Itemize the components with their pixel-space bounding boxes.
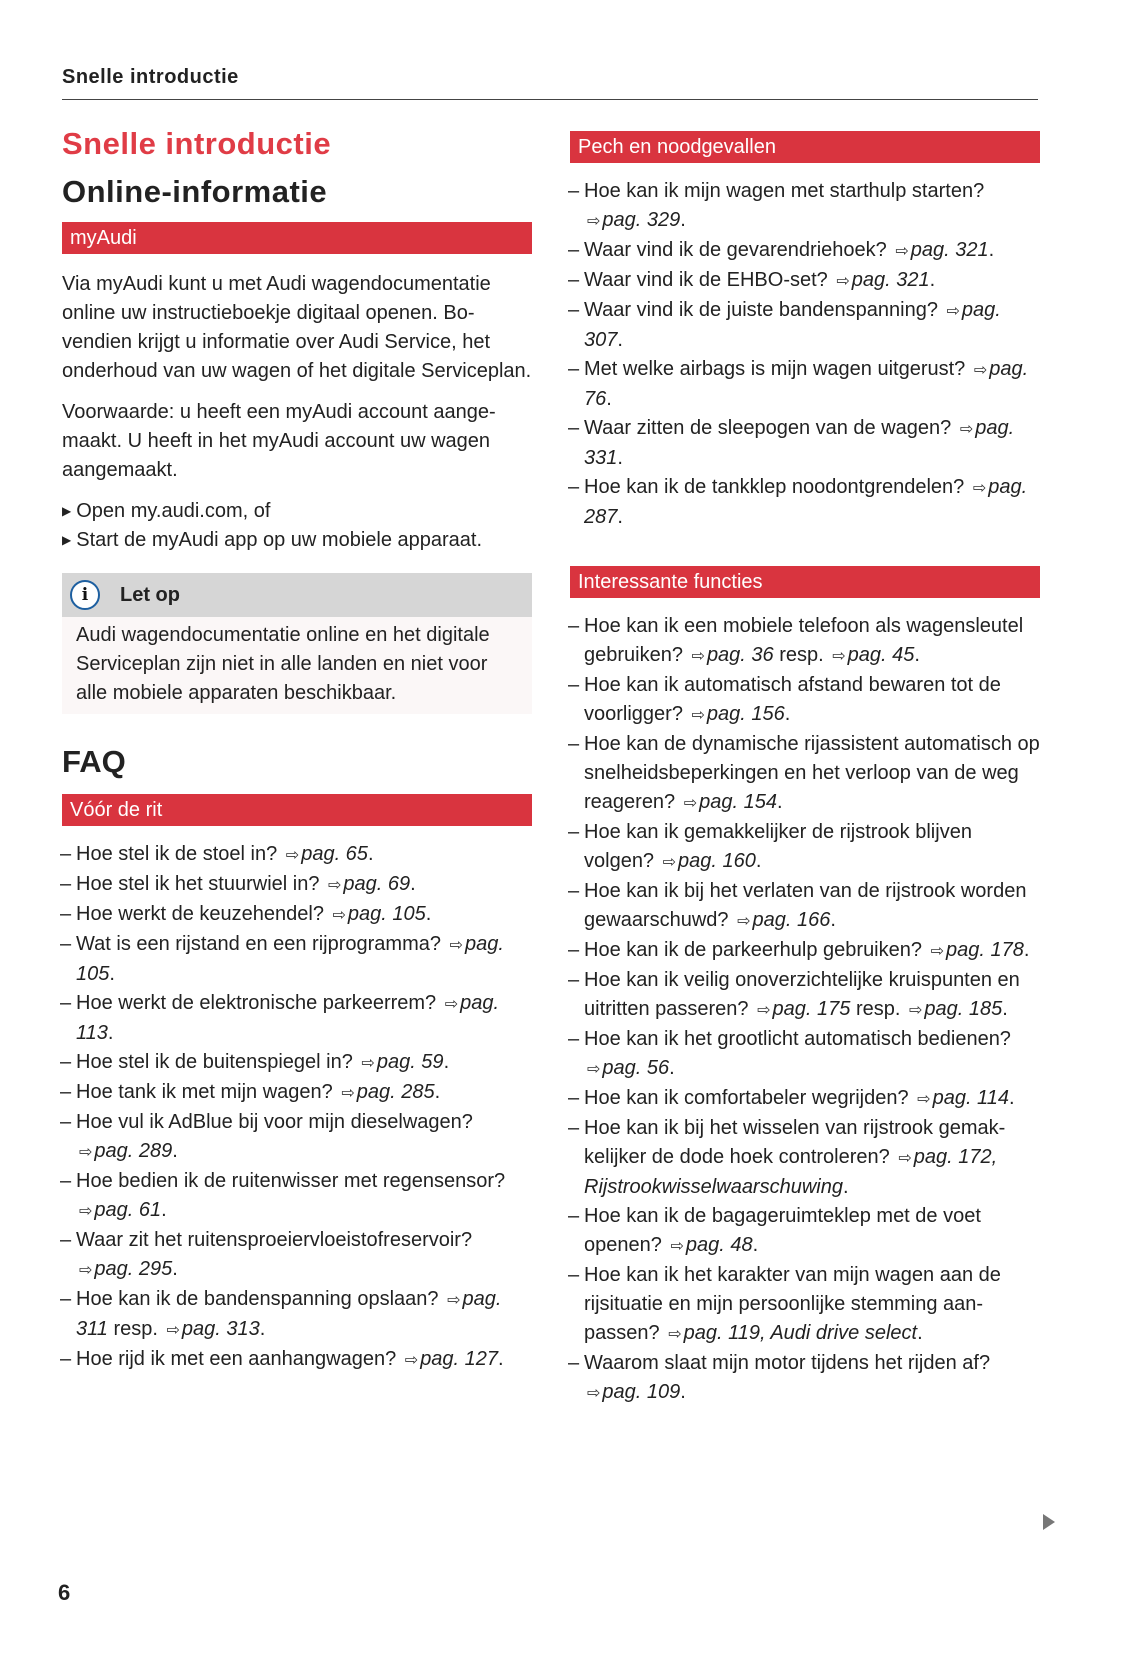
faq-item: – Waar zit het ruitensproeiervloeistofreservoir? ⇨ pag. 295. xyxy=(62,1226,532,1285)
page-reference-link[interactable]: pag. 113 xyxy=(76,992,500,1044)
question-text: Waar zit het ruitensproeiervloeistofreservoir? xyxy=(76,1229,473,1251)
comma: , xyxy=(991,1146,998,1168)
question-text: Hoe kan ik veilig onoverzichtelijke kruispunten en uitritten passeren? xyxy=(584,969,1020,1020)
question-text: Hoe kan ik een mobiele telefoon als wagensleutel gebruiken? xyxy=(584,615,1024,666)
step-text: Open my.audi.com, of xyxy=(76,500,271,522)
dash: – xyxy=(568,180,580,202)
page-reference-link[interactable]: pag. 166 xyxy=(752,909,831,931)
page-reference-link[interactable]: pag. 289 xyxy=(94,1140,173,1162)
dash: – xyxy=(568,1352,580,1374)
faq-item: – Hoe kan ik de parkeerhulp gebruiken? ⇨ pag. 178. xyxy=(570,936,1040,966)
dash: – xyxy=(568,674,580,696)
dash: – xyxy=(568,733,580,755)
page-reference-link[interactable]: pag. 105 xyxy=(76,933,504,985)
dash: – xyxy=(60,1111,72,1133)
dash: – xyxy=(568,299,580,321)
section-reference-link[interactable]: Audi drive select xyxy=(770,1322,918,1344)
running-header: Snelle introductie xyxy=(62,66,239,88)
question-text: Met welke airbags is mijn wagen uitgerust? xyxy=(584,358,966,380)
page-reference-arrow-icon: ⇨ xyxy=(972,480,987,497)
continue-triangle-icon xyxy=(1043,1514,1055,1530)
section-reference-link[interactable]: Rijstrookwisselwaarschuwing xyxy=(584,1176,843,1198)
faq-item: – Hoe kan ik het karakter van mijn wagen aan de rijsituatie en mijn persoonlijke stemming aanpassen? ⇨ pag. 119, Audi drive select. xyxy=(570,1261,1040,1349)
page-reference-link[interactable]: pag. 56 xyxy=(602,1057,670,1079)
dash: – xyxy=(568,1117,580,1139)
page-reference-arrow-icon: ⇨ xyxy=(361,1055,375,1072)
question-text: Hoe kan ik de tankklep noodontgrendelen? xyxy=(584,476,965,498)
question-text: Hoe werkt de keuzehendel? xyxy=(76,903,324,925)
question-text: Hoe kan ik comfortabeler wegrijden? xyxy=(584,1087,909,1109)
dash: – xyxy=(568,880,580,902)
page-reference-arrow-icon: ⇨ xyxy=(404,1352,419,1369)
page-reference-link[interactable]: pag. 175 xyxy=(772,998,851,1020)
dash: – xyxy=(568,417,580,439)
dash: – xyxy=(568,969,580,991)
dash: – xyxy=(60,1229,72,1251)
faq-item: – Hoe kan ik bij het verlaten van de rijstrook worden gewaarschuwd? ⇨ pag. 166. xyxy=(570,877,1040,936)
page-reference-link[interactable]: pag. 321 xyxy=(910,239,989,261)
dash: – xyxy=(568,1087,580,1109)
page-reference-arrow-icon: ⇨ xyxy=(908,1002,923,1019)
dash: – xyxy=(568,1028,580,1050)
page-reference-arrow-icon: ⇨ xyxy=(587,213,601,230)
page-reference-arrow-icon: ⇨ xyxy=(447,1292,461,1309)
faq-item: – Hoe werkt de keuzehendel? ⇨ pag. 105. xyxy=(62,900,532,930)
question-text: Hoe bedien ik de ruitenwisser met regensensor? xyxy=(76,1170,506,1192)
question-text: Waar vind ik de EHBO-set? xyxy=(584,269,828,291)
question-text: Waar vind ik de juiste bandenspanning? xyxy=(584,299,938,321)
dash: – xyxy=(568,939,580,961)
question-text: Hoe kan de dynamische rijassistent automatisch op snelheidsbeperkingen en het verloop van de weg reageren? xyxy=(584,733,1040,813)
page-reference-arrow-icon: ⇨ xyxy=(332,907,346,924)
page-reference-link[interactable]: pag. 119 xyxy=(683,1322,760,1344)
page-number: 6 xyxy=(58,1580,71,1605)
faq-title: FAQ xyxy=(62,744,126,779)
step-triangle-icon: ▶ xyxy=(62,504,72,518)
question-text: Wat is een rijstand en een rijprogramma? xyxy=(76,933,441,955)
dash: – xyxy=(568,476,580,498)
page-reference-arrow-icon: ⇨ xyxy=(930,943,944,960)
page-reference-arrow-icon: ⇨ xyxy=(79,1203,93,1220)
dash: – xyxy=(60,843,72,865)
page-reference-link[interactable]: pag. 36 xyxy=(706,644,774,666)
question-text: Hoe kan ik gemakkelijker de rijstrook blijven volgen? xyxy=(584,821,972,872)
faq-item: – Hoe kan ik veilig onoverzichtelijke kruispunten en uitritten passeren? ⇨ pag. 175 resp. ⇨ pag. 185. xyxy=(570,966,1040,1025)
dash: – xyxy=(60,1288,72,1310)
page-reference-link[interactable]: pag. 160 xyxy=(678,850,756,872)
step-item xyxy=(62,526,532,555)
dash: – xyxy=(568,821,580,843)
page-reference-link[interactable]: pag. 313 xyxy=(181,1318,260,1340)
question-text: Hoe kan ik automatisch afstand bewaren tot de voorligger? xyxy=(584,674,1001,725)
dash: – xyxy=(568,358,580,380)
faq-item: – Hoe werkt de elektronische parkeerrem? ⇨ pag. 113. xyxy=(62,989,532,1048)
page-reference-link[interactable]: pag. 295 xyxy=(94,1258,173,1280)
page-reference-arrow-icon: ⇨ xyxy=(444,996,459,1013)
header-rule xyxy=(62,99,1038,100)
faq-item: – Met welke airbags is mijn wagen uitgerust? ⇨ pag. 76. xyxy=(570,355,1040,414)
faq-item: – Hoe stel ik de stoel in? ⇨ pag. 65. xyxy=(62,840,532,870)
page-reference-arrow-icon: ⇨ xyxy=(691,707,705,724)
question-text: Waar vind ik de gevarendriehoek? xyxy=(584,239,887,261)
page-reference-arrow-icon: ⇨ xyxy=(668,1326,682,1343)
faq-item: – Hoe kan ik mijn wagen met starthulp starten? ⇨ pag. 329. xyxy=(570,177,1040,236)
section-title: Online-informatie xyxy=(62,174,328,209)
question-text: Hoe stel ik de buitenspiegel in? xyxy=(76,1051,353,1073)
faq-item: – Hoe kan ik automatisch afstand bewaren tot de voorligger? ⇨ pag. 156. xyxy=(570,671,1040,730)
dash: – xyxy=(60,1051,72,1073)
faq-item: – Hoe kan ik gemakkelijker de rijstrook blijven volgen? ⇨ pag. 160. xyxy=(570,818,1040,877)
dash: – xyxy=(60,933,72,955)
faq-item: – Waar vind ik de gevarendriehoek? ⇨ pag. 321. xyxy=(570,236,1040,266)
question-text: Waar zitten de sleepogen van de wagen? xyxy=(584,417,952,439)
page-reference-arrow-icon: ⇨ xyxy=(737,913,751,930)
pech-heading-bar: Pech en noodgevallen xyxy=(570,131,1040,163)
page-reference-arrow-icon: ⇨ xyxy=(895,243,909,260)
faq-item: – Waar vind ik de juiste bandenspanning? ⇨ pag. 307. xyxy=(570,296,1040,355)
page-reference-link[interactable]: pag. 287 xyxy=(584,476,1028,528)
page-reference-link[interactable]: pag. 109 xyxy=(602,1381,681,1403)
faq-item: – Hoe rijd ik met een aanhangwagen? ⇨ pag. 127. xyxy=(62,1345,532,1375)
faq-item: – Waar zitten de sleepogen van de wagen? ⇨ pag. 331. xyxy=(570,414,1040,473)
question-text: Hoe kan ik de bagageruimteklep met de voet openen? xyxy=(584,1205,981,1256)
dash: – xyxy=(60,873,72,895)
page-reference-link[interactable]: pag. 154 xyxy=(699,791,778,813)
step-item xyxy=(62,497,532,526)
resp-word: resp. xyxy=(113,1318,158,1340)
dash: – xyxy=(568,269,580,291)
question-text: Hoe kan ik de bandenspanning opslaan? xyxy=(76,1288,439,1310)
page-reference-arrow-icon: ⇨ xyxy=(449,937,463,954)
faq-item: – Waar vind ik de EHBO-set? ⇨ pag. 321. xyxy=(570,266,1040,296)
voor-de-rit-heading-bar: Vóór de rit xyxy=(62,794,532,826)
page-reference-arrow-icon: ⇨ xyxy=(341,1085,355,1102)
page-reference-arrow-icon: ⇨ xyxy=(946,303,960,320)
functies-list xyxy=(570,612,1040,1408)
page-reference-link[interactable]: pag. 321 xyxy=(851,269,930,291)
page-reference-arrow-icon: ⇨ xyxy=(836,273,850,290)
page-reference-link[interactable]: pag. 105 xyxy=(347,903,426,925)
page-reference-link[interactable]: pag. 48 xyxy=(685,1234,753,1256)
page-reference-arrow-icon: ⇨ xyxy=(587,1061,601,1078)
page-reference-link[interactable]: pag. 307 xyxy=(584,299,1001,351)
question-text: Hoe kan ik bij het verlaten van de rijstrook worden gewaarschuwd? xyxy=(584,880,1027,931)
question-text: Waarom slaat mijn motor tijdens het rijden af? xyxy=(584,1352,991,1374)
page-reference-arrow-icon: ⇨ xyxy=(587,1385,601,1402)
page-reference-arrow-icon: ⇨ xyxy=(898,1150,912,1167)
right-column xyxy=(570,131,1040,1408)
question-text: Hoe kan ik de parkeerhulp gebruiken? xyxy=(584,939,922,961)
page-reference-link[interactable]: pag. 59 xyxy=(376,1051,444,1073)
page-reference-arrow-icon: ⇨ xyxy=(683,795,698,812)
faq-item: – Hoe kan ik bij het wisselen van rijstrook gemakkelijker de dode hoek controleren? ⇨ pag. 172, Rijstrookwisselwaarschuwing. xyxy=(570,1114,1040,1202)
faq-item: – Hoe kan ik de bandenspanning opslaan? ⇨ pag. 311 resp. ⇨ pag. 313. xyxy=(62,1285,532,1345)
faq-item: – Hoe stel ik de buitenspiegel in? ⇨ pag. 59. xyxy=(62,1048,532,1078)
faq-item: – Wat is een rijstand en een rijprogramma? ⇨ pag. 105. xyxy=(62,930,532,989)
note-box xyxy=(62,573,532,714)
comma: , xyxy=(759,1322,771,1344)
page-reference-arrow-icon: ⇨ xyxy=(328,877,342,894)
dash: – xyxy=(60,992,72,1014)
faq-item: – Hoe bedien ik de ruitenwisser met regensensor? ⇨ pag. 61. xyxy=(62,1167,532,1226)
note-header xyxy=(62,573,532,617)
page-reference-arrow-icon: ⇨ xyxy=(79,1262,93,1279)
question-text: Hoe rijd ik met een aanhangwagen? xyxy=(76,1348,397,1370)
page-reference-arrow-icon: ⇨ xyxy=(917,1091,931,1108)
question-text: Hoe kan ik bij het wisselen van rijstrook gemakkelijker de dode hoek controleren? xyxy=(584,1117,1006,1168)
page-reference-arrow-icon: ⇨ xyxy=(832,648,846,665)
dash: – xyxy=(60,1348,72,1370)
page-reference-arrow-icon: ⇨ xyxy=(662,854,677,871)
page-reference-arrow-icon: ⇨ xyxy=(757,1002,771,1019)
page-reference-link[interactable]: pag. 331 xyxy=(584,417,1015,469)
page-reference-link[interactable]: pag. 178 xyxy=(945,939,1024,961)
dash: – xyxy=(568,1205,580,1227)
question-text: Hoe vul ik AdBlue bij voor mijn dieselwagen? xyxy=(76,1111,473,1133)
step-text: Start de myAudi app op uw mobiele apparaat. xyxy=(76,529,483,551)
page-reference-link[interactable]: pag. 329 xyxy=(602,209,681,231)
page-reference-link[interactable]: pag. 156 xyxy=(706,703,785,725)
page-reference-link[interactable]: pag. 127 xyxy=(420,1348,499,1370)
page-reference-link[interactable]: pag. 69 xyxy=(343,873,411,895)
pech-list xyxy=(570,177,1040,532)
question-text: Hoe stel ik het stuurwiel in? xyxy=(76,873,320,895)
myaudi-paragraph: Via myAudi kunt u met Audi wagendocumentatie online uw instructieboekje digitaal openen. Bovendien krijgt u informatie over Audi Service, het onderhoud van uw wagen of het digitale Serviceplan. xyxy=(62,273,532,382)
voor-de-rit-list xyxy=(62,840,532,1375)
page-reference-arrow-icon: ⇨ xyxy=(166,1322,180,1339)
faq-item: – Hoe stel ik het stuurwiel in? ⇨ pag. 69. xyxy=(62,870,532,900)
page-reference-link[interactable]: pag. 172 xyxy=(913,1146,992,1168)
page-reference-link[interactable]: pag. 76 xyxy=(584,358,1029,410)
page-reference-arrow-icon: ⇨ xyxy=(691,648,705,665)
step-triangle-icon: ▶ xyxy=(62,533,72,547)
faq-item: – Hoe kan ik het grootlicht automatisch bedienen? ⇨ pag. 56. xyxy=(570,1025,1040,1084)
page-reference-link[interactable]: pag. 45 xyxy=(847,644,915,666)
page-reference-link[interactable]: pag. 114 xyxy=(932,1087,1009,1109)
faq-item: – Hoe tank ik met mijn wagen? ⇨ pag. 285. xyxy=(62,1078,532,1108)
faq-item: – Waarom slaat mijn motor tijdens het rijden af? ⇨ pag. 109. xyxy=(570,1349,1040,1408)
dash: – xyxy=(60,1081,72,1103)
faq-item: – Hoe kan ik de bagageruimteklep met de voet openen? ⇨ pag. 48. xyxy=(570,1202,1040,1261)
resp-word: resp. xyxy=(855,998,901,1020)
faq-item: – Hoe vul ik AdBlue bij voor mijn dieselwagen? ⇨ pag. 289. xyxy=(62,1108,532,1167)
page-reference-arrow-icon: ⇨ xyxy=(670,1238,684,1255)
info-icon: i xyxy=(70,580,100,610)
page-reference-arrow-icon: ⇨ xyxy=(973,362,988,379)
page-reference-link[interactable]: pag. 61 xyxy=(94,1199,162,1221)
page-reference-arrow-icon: ⇨ xyxy=(285,847,300,864)
dash: – xyxy=(568,1264,580,1286)
resp-word: resp. xyxy=(779,644,824,666)
faq-item: – Hoe kan ik comfortabeler wegrijden? ⇨ pag. 114. xyxy=(570,1084,1040,1114)
question-text: Hoe werkt de elektronische parkeerrem? xyxy=(76,992,437,1014)
dash: – xyxy=(568,615,580,637)
dash: – xyxy=(60,903,72,925)
question-text: Hoe tank ik met mijn wagen? xyxy=(76,1081,333,1103)
functies-heading-bar: Interessante functies xyxy=(570,566,1040,598)
question-text: Hoe stel ik de stoel in? xyxy=(76,843,278,865)
left-column xyxy=(62,124,532,1375)
dash: – xyxy=(568,239,580,261)
step-list xyxy=(62,497,532,555)
chapter-title: Snelle introductie xyxy=(62,126,332,161)
myaudi-heading-bar: myAudi xyxy=(62,222,532,254)
note-title: Let op xyxy=(120,583,180,606)
prerequisite-paragraph: Voorwaarde: u heeft een myAudi account aangemaakt. U heeft in het myAudi account uw wagen aangemaakt. xyxy=(62,401,496,481)
page-reference-arrow-icon: ⇨ xyxy=(959,421,974,438)
page-reference-link[interactable]: pag. 311 xyxy=(76,1288,502,1340)
page-reference-link[interactable]: pag. 185 xyxy=(924,998,1003,1020)
page-reference-link[interactable]: pag. 65 xyxy=(301,843,368,865)
question-text: Hoe kan ik het grootlicht automatisch bedienen? xyxy=(584,1028,1011,1050)
faq-item: – Hoe kan de dynamische rijassistent automatisch op snelheidsbeperkingen en het verloop van de weg reageren? ⇨ pag. 154. xyxy=(570,730,1040,818)
faq-item: – Hoe kan ik een mobiele telefoon als wagensleutel gebruiken? ⇨ pag. 36 resp. ⇨ pag. 45. xyxy=(570,612,1040,671)
question-text: Hoe kan ik mijn wagen met starthulp starten? xyxy=(584,180,985,202)
faq-item: – Hoe kan ik de tankklep noodontgrendelen? ⇨ pag. 287. xyxy=(570,473,1040,532)
page-reference-arrow-icon: ⇨ xyxy=(79,1144,93,1161)
page-reference-link[interactable]: pag. 285 xyxy=(356,1081,435,1103)
note-body: Audi wagendocumentatie online en het digitale Serviceplan zijn niet in alle landen en niet voor alle mobiele apparaten beschikbaar. xyxy=(76,624,490,704)
dash: – xyxy=(60,1170,72,1192)
question-text: Hoe kan ik het karakter van mijn wagen aan de rijsituatie en mijn persoonlijke stemming aanpassen? xyxy=(584,1264,1001,1344)
